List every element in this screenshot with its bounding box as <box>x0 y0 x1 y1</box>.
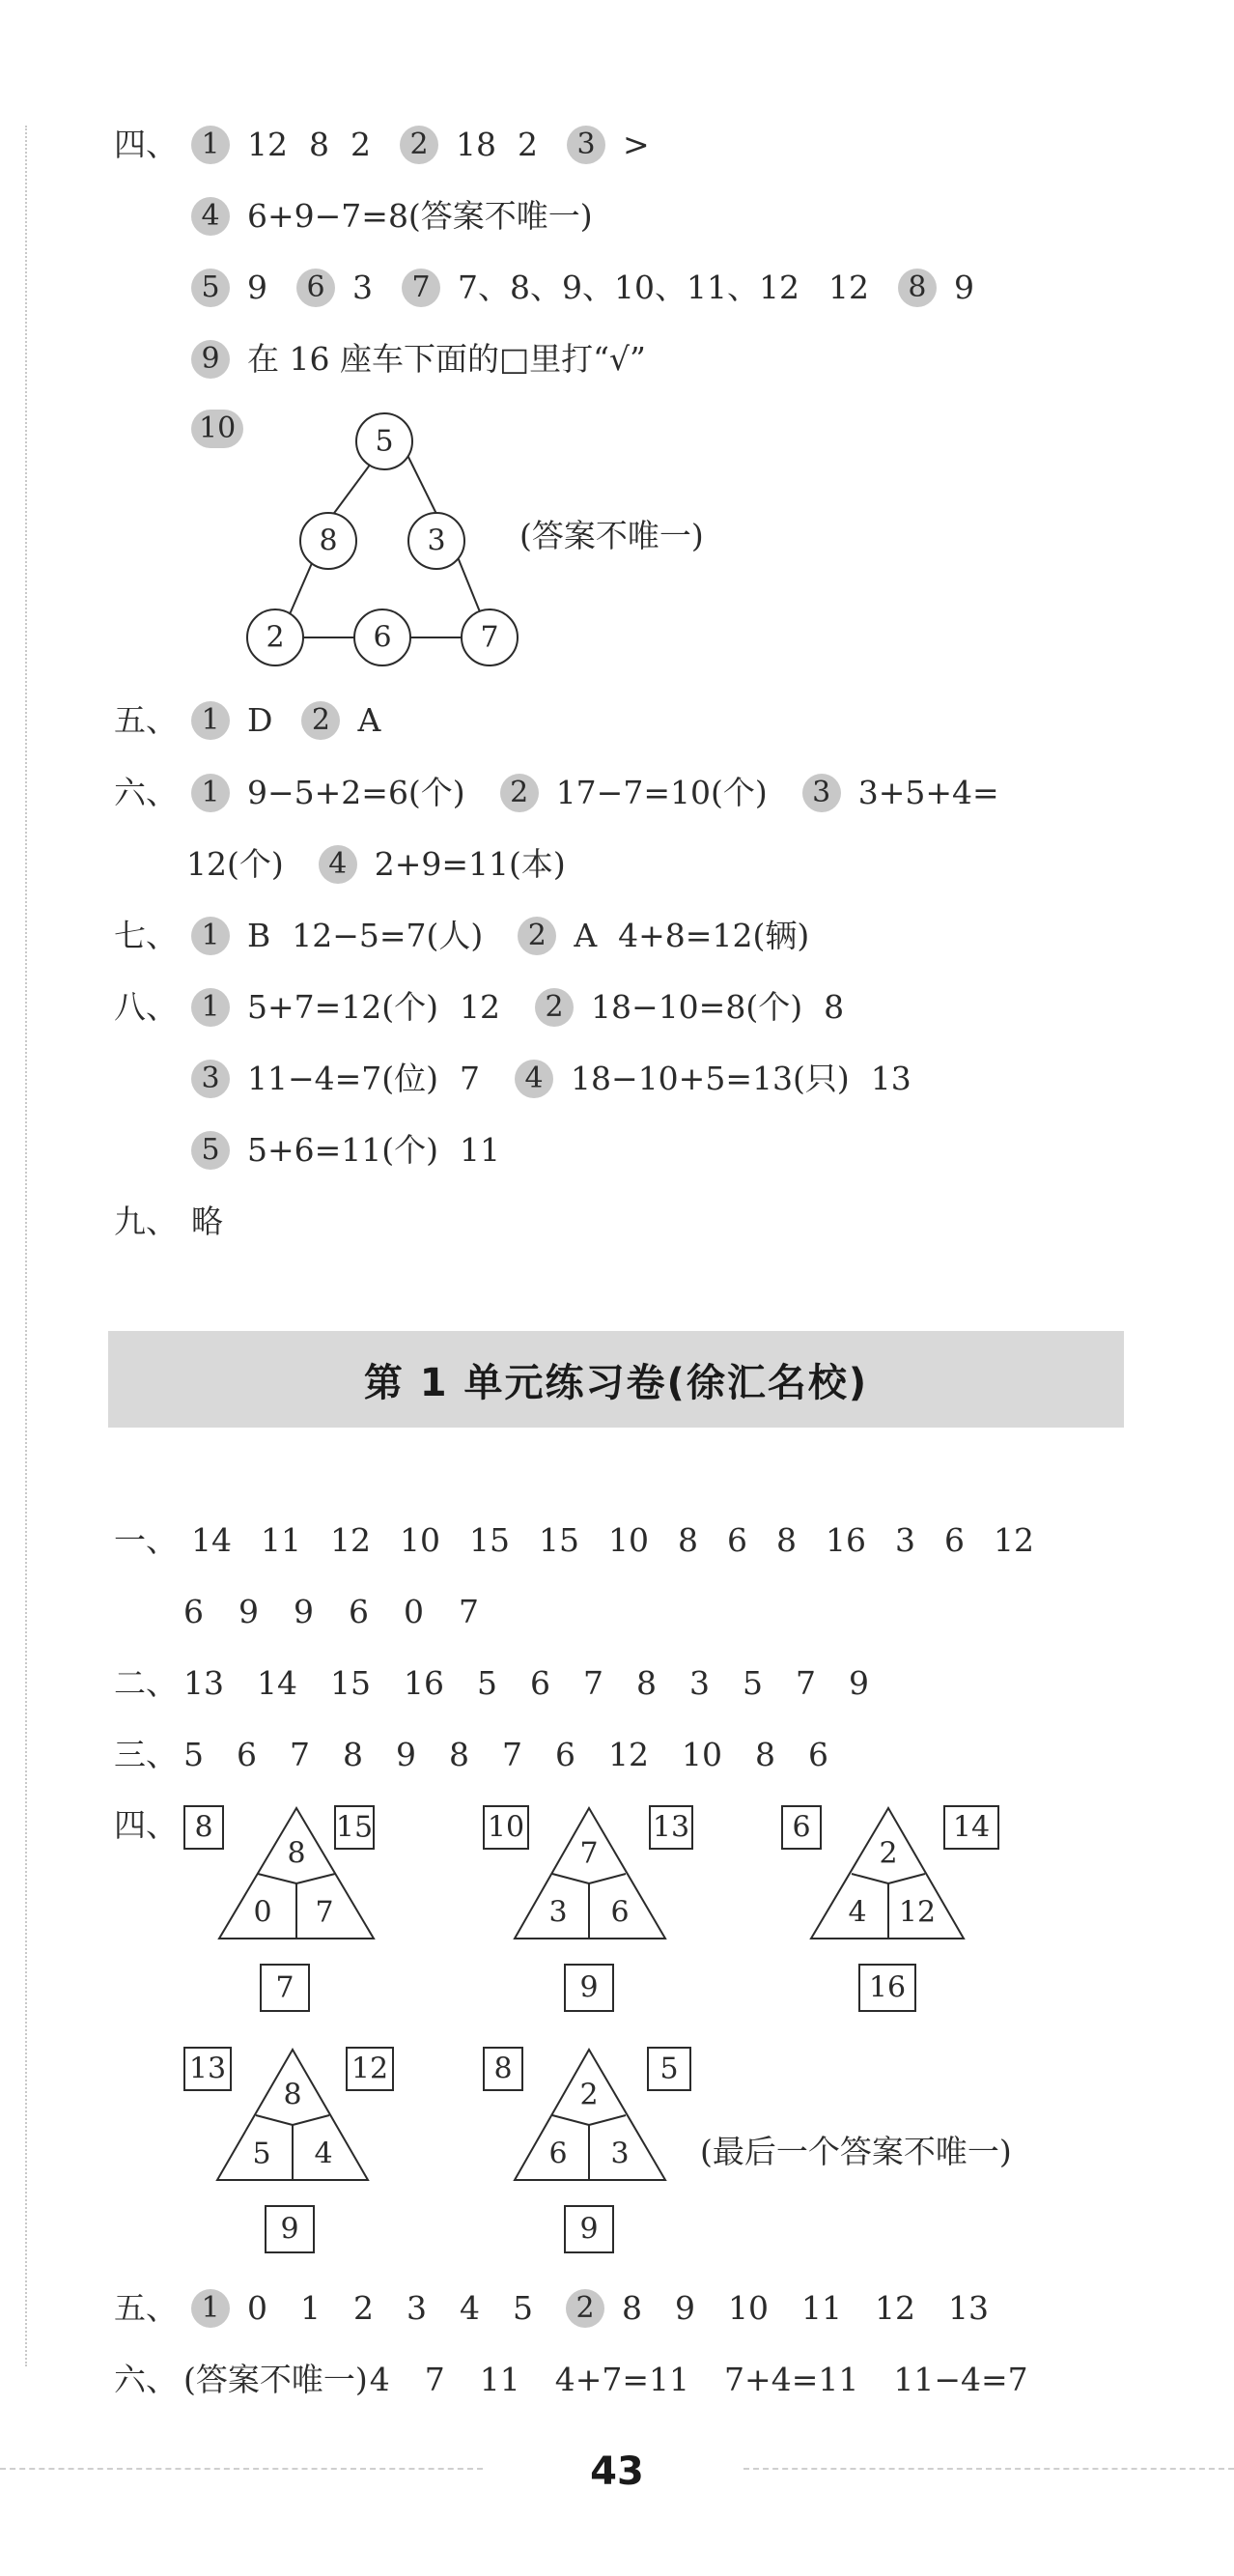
answer: 11 <box>479 2361 520 2398</box>
box-bottom: 9 <box>280 2212 299 2247</box>
answer: 9 <box>247 269 267 306</box>
answer: 12 <box>608 1736 649 1773</box>
answer: 3 <box>352 269 373 306</box>
q-number: 2 <box>535 988 574 1027</box>
p1-row1 <box>114 1519 1055 1562</box>
s4-row4 <box>191 338 667 381</box>
s7-row <box>114 915 830 957</box>
box-bottom: 16 <box>868 1970 907 2005</box>
q-number: 4 <box>191 197 230 236</box>
answer: 7 <box>583 1664 603 1702</box>
answer: > <box>623 126 650 163</box>
answer: 4 <box>369 2361 390 2398</box>
q-number: 2 <box>500 774 539 812</box>
section-label: 五、 <box>114 2289 178 2327</box>
answer: 10 <box>682 1736 722 1773</box>
section-label: 四、 <box>114 1806 178 1844</box>
answer: 10 <box>608 1521 649 1559</box>
answer: 3 <box>689 1664 710 1702</box>
s4-row3 <box>191 267 996 309</box>
answer: 12 <box>827 269 869 306</box>
answer: 2 <box>353 2289 374 2327</box>
answer: 9−5+2=6(个) <box>247 774 465 811</box>
answer: 16 <box>826 1521 866 1559</box>
answer: 9 <box>849 1664 869 1702</box>
circle-triangle-diagram <box>232 406 550 676</box>
triangle-left: 3 <box>548 1895 568 1930</box>
p5-row <box>114 2287 1010 2330</box>
answer: 10 <box>728 2289 769 2327</box>
triangle-top: 2 <box>579 2078 599 2112</box>
number-triangle-puzzle-5 <box>478 2040 719 2262</box>
answer: 1 <box>300 2289 321 2327</box>
answer: 6 <box>349 1593 369 1630</box>
answer: 5+7=12(个) <box>247 988 439 1026</box>
note: (答案不唯一) <box>183 2361 368 2398</box>
q-number: 6 <box>296 269 335 307</box>
section-label: 六、 <box>114 2361 178 2398</box>
s8-row3 <box>191 1129 521 1172</box>
box-left: 6 <box>792 1810 811 1845</box>
box-bottom: 9 <box>579 1970 599 2005</box>
answer: 13 <box>183 1664 224 1702</box>
answer: 6 <box>555 1736 575 1773</box>
answer: 6+9−7=8(答案不唯一) <box>247 197 593 235</box>
answer: 3 <box>895 1521 915 1559</box>
note: (最后一个答案不唯一) <box>700 2133 1012 2170</box>
answer: 11 <box>261 1521 301 1559</box>
number-triangle-puzzle-2 <box>478 1798 690 2021</box>
section-label: 二、 <box>114 1664 178 1702</box>
answer: 7 <box>502 1736 522 1773</box>
answer: 9 <box>238 1593 259 1630</box>
answer: 12 <box>247 126 288 163</box>
q-number: 1 <box>191 988 230 1027</box>
circle-bottom-left: 2 <box>266 620 285 655</box>
box-right: 13 <box>652 1810 690 1845</box>
s6-row1 <box>114 772 1021 814</box>
number-triangle-puzzle-3 <box>772 1798 1014 2021</box>
p4-note-row <box>700 2131 1033 2173</box>
answer: 7 <box>459 1593 479 1630</box>
p1-row2 <box>183 1591 500 1633</box>
answer: 8 <box>755 1736 775 1773</box>
answer: 18−10+5=13(只) <box>571 1060 850 1097</box>
answer: 12−5=7(人) <box>292 917 484 954</box>
answer: 3 <box>407 2289 427 2327</box>
p6-row <box>114 2359 1050 2401</box>
answer: 18 <box>456 126 496 163</box>
answer: 11−4=7(位) <box>247 1060 439 1097</box>
answer: 7 <box>460 1060 481 1097</box>
triangle-right: 4 <box>314 2137 333 2171</box>
p2-row <box>114 1662 890 1705</box>
answer: 9 <box>294 1593 314 1630</box>
answer: 5 <box>477 1664 497 1702</box>
banner-title: 第 1 单元练习卷(徐汇名校) <box>363 1360 869 1405</box>
circle-left: 8 <box>319 524 338 558</box>
answer: 2+9=11(本) <box>374 845 566 883</box>
q-number: 2 <box>301 701 340 740</box>
box-right: 12 <box>351 2052 389 2086</box>
box-left: 10 <box>487 1810 525 1845</box>
answer: 16 <box>404 1664 444 1702</box>
answer: 0 <box>404 1593 424 1630</box>
answer: 3+5+4= <box>857 774 999 811</box>
answer: 8 <box>776 1521 797 1559</box>
q-number: 3 <box>802 774 841 812</box>
section-label: 五、 <box>114 701 178 739</box>
answer: 12(个) <box>186 845 284 883</box>
triangle-top: 8 <box>283 2078 302 2112</box>
answer: 17−7=10(个) <box>555 774 768 811</box>
triangle-right: 12 <box>898 1895 937 1930</box>
q-number: 4 <box>319 845 357 884</box>
q-number: 4 <box>515 1060 553 1098</box>
answer: 5 <box>183 1736 204 1773</box>
q-number: 3 <box>567 126 605 164</box>
answer: A <box>357 701 381 739</box>
answer: 5+6=11(个) <box>247 1131 439 1169</box>
triangle-right: 6 <box>610 1895 630 1930</box>
q-number: 5 <box>191 269 230 307</box>
q-number: 1 <box>191 126 230 164</box>
box-right: 14 <box>952 1810 991 1845</box>
answer: 5 <box>743 1664 763 1702</box>
answer: A <box>574 917 598 954</box>
answer: B <box>247 917 271 954</box>
box-bottom: 7 <box>275 1970 294 2005</box>
answer: 在 16 座车下面的□里打“√” <box>247 340 646 378</box>
s8-row2 <box>191 1058 933 1100</box>
answer: 15 <box>469 1521 510 1559</box>
answer: 7 <box>290 1736 310 1773</box>
q-number: 10 <box>191 410 243 448</box>
answer: 8 <box>678 1521 698 1559</box>
answer: 6 <box>727 1521 747 1559</box>
answer: 7 <box>796 1664 816 1702</box>
triangle-right: 3 <box>610 2137 630 2171</box>
answer: 6 <box>944 1521 965 1559</box>
s5-row <box>114 699 402 742</box>
answer: 11−4=7 <box>893 2361 1028 2398</box>
box-left: 8 <box>493 2052 513 2086</box>
section-label: 一、 <box>114 1521 178 1559</box>
section-label: 四、 <box>114 126 178 163</box>
q-number: 3 <box>191 1060 230 1098</box>
answer: 2 <box>518 126 538 163</box>
box-bottom: 9 <box>579 2212 599 2247</box>
triangle-left: 5 <box>252 2137 271 2171</box>
answer: 略 <box>191 1203 223 1240</box>
answer: 9 <box>396 1736 416 1773</box>
circle-right: 3 <box>427 524 446 558</box>
q-number: 1 <box>191 774 230 812</box>
p3-row <box>114 1734 850 1776</box>
answer: 7、8、9、10、11、12 <box>458 269 799 306</box>
circle-bottom-right: 7 <box>480 620 499 655</box>
answer: 15 <box>539 1521 579 1559</box>
answer: 4+7=11 <box>554 2361 690 2398</box>
unit-banner <box>108 1331 1124 1428</box>
triangle-top: 8 <box>287 1836 306 1871</box>
answer: 7+4=11 <box>724 2361 859 2398</box>
triangle-left: 4 <box>848 1895 867 1930</box>
box-left: 8 <box>194 1810 213 1845</box>
q-number: 7 <box>402 269 440 307</box>
s8-row1 <box>114 986 865 1029</box>
answer: 9 <box>953 269 974 306</box>
q-number: 8 <box>898 269 937 307</box>
answer: 0 <box>247 2289 267 2327</box>
answer: 10 <box>400 1521 440 1559</box>
box-left: 13 <box>188 2052 227 2086</box>
note: (答案不唯一) <box>519 517 704 554</box>
answer: 8 <box>622 2289 642 2327</box>
answer: 12 <box>330 1521 371 1559</box>
triangle-top: 7 <box>579 1836 599 1871</box>
q-number: 5 <box>191 1131 230 1170</box>
answer: 5 <box>513 2289 533 2327</box>
answer: 8 <box>449 1736 469 1773</box>
answer: 15 <box>330 1664 371 1702</box>
section-label: 三、 <box>114 1736 178 1773</box>
triangle-right: 7 <box>315 1895 334 1930</box>
answer: 8 <box>343 1736 363 1773</box>
answer: 2 <box>351 126 371 163</box>
answer: 8 <box>309 126 329 163</box>
triangle-left: 0 <box>253 1895 272 1930</box>
circle-bottom-middle: 6 <box>373 620 392 655</box>
s9-row <box>114 1201 244 1243</box>
answer: 11 <box>460 1131 501 1169</box>
section-label: 八、 <box>114 988 178 1026</box>
answer: 6 <box>183 1593 204 1630</box>
q-number: 1 <box>191 917 230 955</box>
answer: 8 <box>636 1664 657 1702</box>
s4-row2 <box>191 195 614 238</box>
answer: 9 <box>675 2289 695 2327</box>
q-number: 2 <box>400 126 438 164</box>
triangle-left: 6 <box>548 2137 568 2171</box>
answer: 8 <box>824 988 845 1026</box>
answer: 4+8=12(辆) <box>618 917 810 954</box>
circle-top: 5 <box>375 424 394 459</box>
section-label: 六、 <box>114 774 178 811</box>
answer: 13 <box>870 1060 911 1097</box>
answer: 11 <box>801 2289 842 2327</box>
q-number: 9 <box>191 340 230 379</box>
section-label: 七、 <box>114 917 178 954</box>
s6-row2 <box>186 843 587 886</box>
answer: 12 <box>460 988 501 1026</box>
answer: 4 <box>460 2289 480 2327</box>
answer: 14 <box>191 1521 232 1559</box>
section-label: 九、 <box>114 1203 178 1240</box>
page-margin-rule <box>25 126 27 2366</box>
number-triangle-puzzle-1 <box>179 1798 381 2021</box>
answer: 13 <box>948 2289 989 2327</box>
box-right: 15 <box>335 1810 374 1845</box>
q-number: 1 <box>191 701 230 740</box>
triangle-top: 2 <box>879 1836 898 1871</box>
answer: 6 <box>530 1664 550 1702</box>
s4-note <box>519 515 725 557</box>
answer: 12 <box>875 2289 915 2327</box>
answer: 7 <box>424 2361 445 2398</box>
answer: 14 <box>257 1664 297 1702</box>
answer: 6 <box>808 1736 828 1773</box>
answer: D <box>247 701 273 739</box>
answer: 6 <box>237 1736 257 1773</box>
s4-row1 <box>114 124 671 166</box>
answer: 18−10=8(个) <box>591 988 803 1026</box>
answer: 12 <box>994 1521 1034 1559</box>
number-triangle-puzzle-4 <box>179 2040 420 2262</box>
q-number: 2 <box>566 2289 604 2328</box>
q-number: 2 <box>518 917 556 955</box>
q-number: 1 <box>191 2289 230 2328</box>
page-number: 43 <box>590 2449 644 2494</box>
box-right: 5 <box>659 2052 679 2086</box>
